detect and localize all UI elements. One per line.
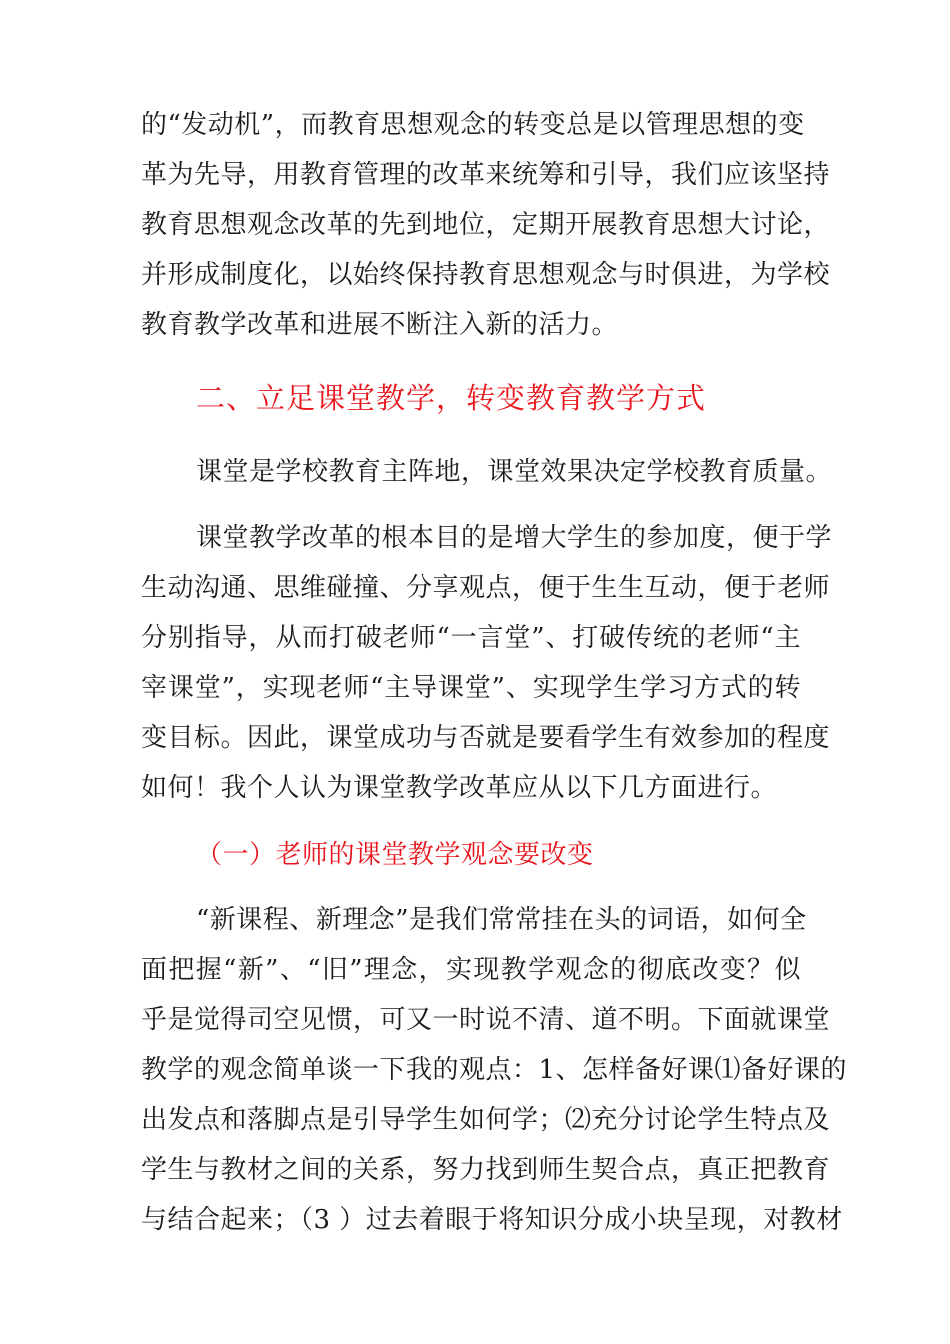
paragraph-reform-line-6: 如何！我个人认为课堂教学改革应从以下几方面进行。 [141,773,778,803]
paragraph-reform-line-3: 分别指导，从而打破老师“一言堂”、打破传统的老师“主 [141,623,801,653]
paragraph-concept-line-6: 学生与教材之间的关系，努力找到师生契合点，真正把教育 [141,1155,831,1185]
paragraph-reform-line-1: 课堂教学改革的根本目的是增大学生的参加度，便于学 [196,523,833,553]
paragraph-intro-line-3: 教育思想观念改革的先到地位，定期开展教育思想大讨论， [141,210,831,240]
paragraph-reform-line-4: 宰课堂”，实现老师“主导课堂”、实现学生学习方式的转 [141,673,801,703]
paragraph-reform-line-5: 变目标。因此，课堂成功与否就是要看学生有效参加的程度 [141,723,831,753]
paragraph-concept-line-4: 教学的观念简单谈一下我的观点：1、怎样备好课⑴备好课的 [141,1055,848,1085]
paragraph-intro-line-5: 教育教学改革和进展不断注入新的活力。 [141,310,619,340]
paragraph-concept-line-3: 乎是觉得司空见惯，可又一时说不清、道不明。下面就课堂 [141,1005,831,1035]
paragraph-intro-line-2: 革为先导，用教育管理的改革来统筹和引导，我们应该坚持 [141,160,831,190]
paragraph-intro-line-4: 并形成制度化，以始终保持教育思想观念与时俱进，为学校 [141,260,831,290]
paragraph-reform-line-2: 生动沟通、思维碰撞、分享观点，便于生生互动，便于老师 [141,573,831,603]
section-heading: 二、立足课堂教学，转变教育教学方式 [196,381,707,415]
paragraph-concept-line-7: 与结合起来；（3 ）过去着眼于将知识分成小块呈现，对教材 [141,1205,843,1235]
paragraph-classroom: 课堂是学校教育主阵地，课堂效果决定学校教育质量。 [196,457,833,487]
paragraph-concept-line-1: “新课程、新理念”是我们常常挂在头的词语，如何全 [196,905,807,935]
paragraph-concept-line-5: 出发点和落脚点是引导学生如何学；⑵充分讨论学生特点及 [141,1105,831,1135]
subsection-heading: （一）老师的课堂教学观念要改变 [196,840,594,870]
paragraph-concept-line-2: 面把握“新”、“旧”理念，实现教学观念的彻底改变？似 [141,955,801,985]
paragraph-intro-line-1: 的“发动机”，而教育思想观念的转变总是以管理思想的变 [141,110,805,140]
